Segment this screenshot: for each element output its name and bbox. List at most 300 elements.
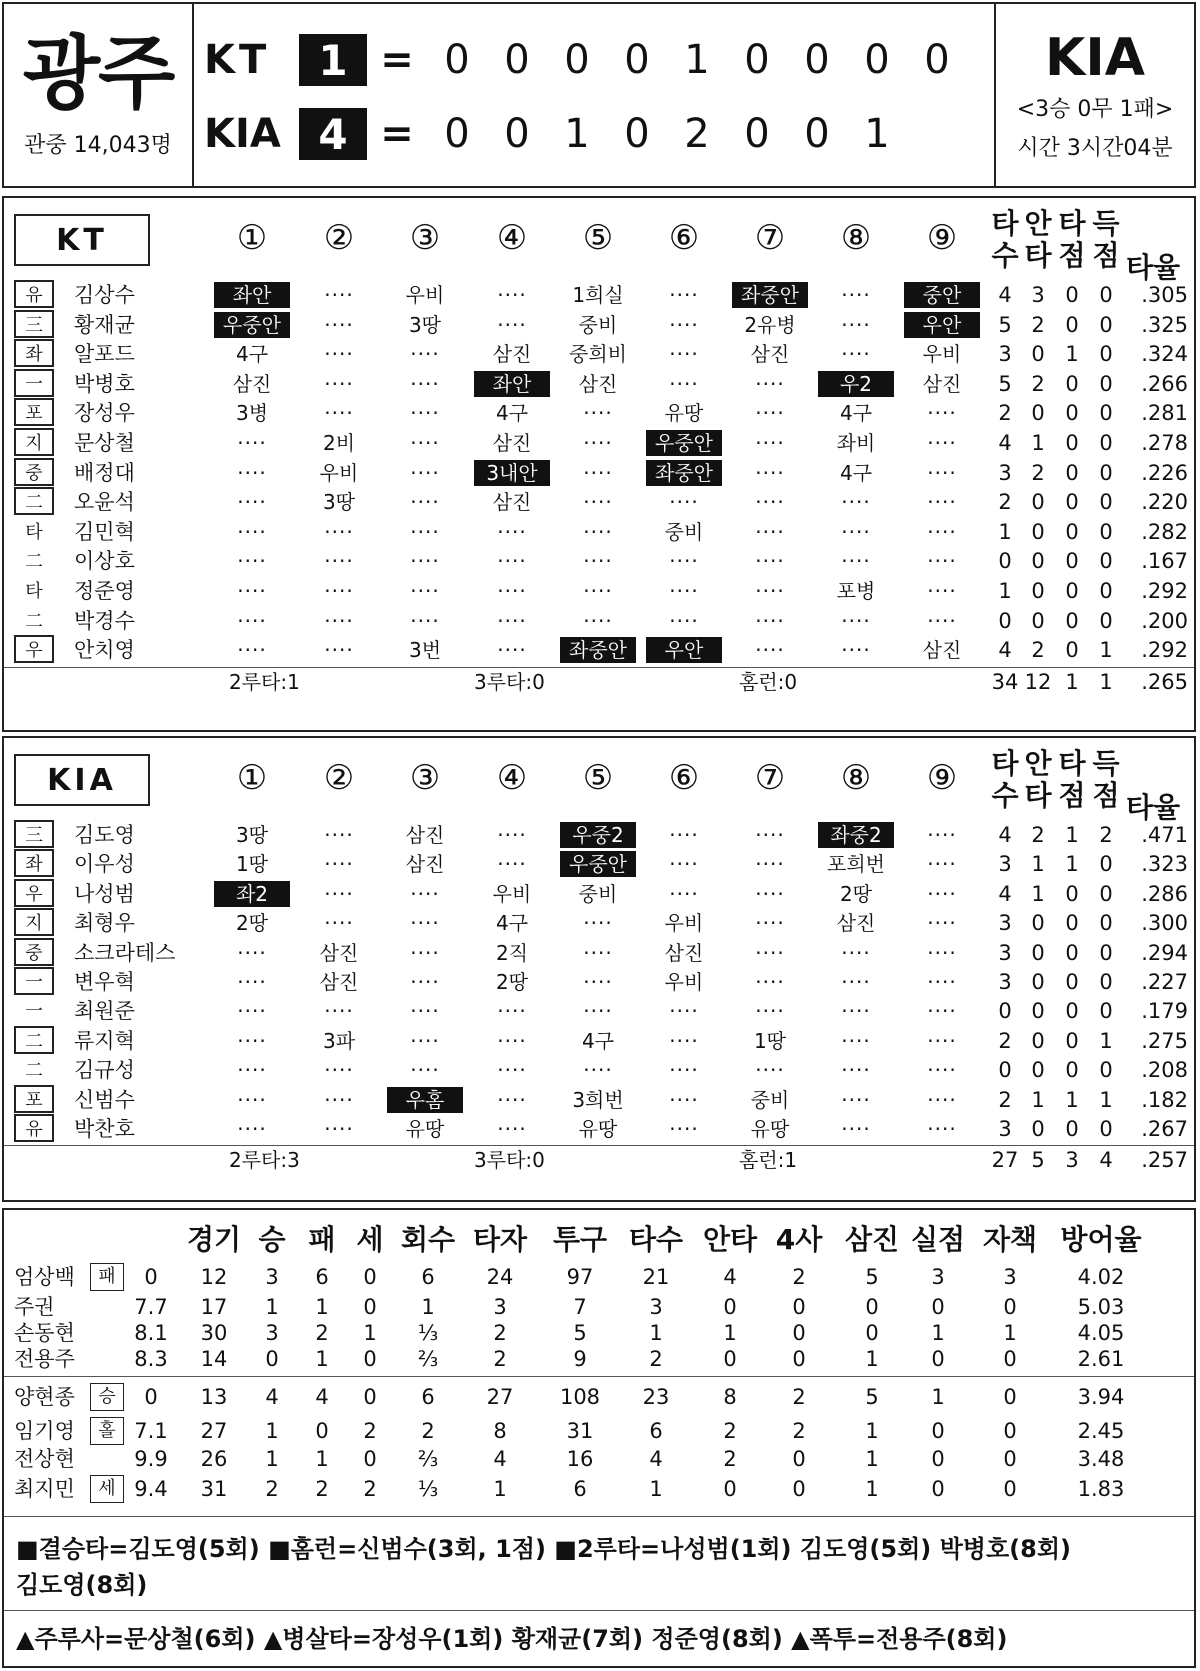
pitching-header: 세	[356, 1223, 384, 1256]
plate-result: ····	[841, 490, 871, 515]
stat-header-char: 점	[1058, 239, 1086, 272]
pitching-stat: 1	[865, 1347, 879, 1371]
pitching-stat: 0	[1003, 1419, 1017, 1443]
pitching-stat: 31	[566, 1419, 594, 1443]
stat-h: 0	[1031, 970, 1045, 994]
stat-rbi: 0	[1065, 312, 1079, 337]
plate-result: ····	[755, 940, 785, 965]
player-name: 이상호	[74, 549, 135, 574]
entry-inning: 0	[144, 1385, 158, 1409]
plate-result: ····	[927, 549, 957, 574]
batting-avg: .275	[1141, 1028, 1188, 1053]
pitching-stat: 7	[573, 1295, 587, 1319]
stat-ab: 5	[998, 371, 1012, 396]
stat-rbi: 0	[1065, 881, 1079, 906]
pitching-stat: 0	[792, 1347, 806, 1371]
pitching-stat: 4	[265, 1385, 279, 1409]
pitching-stat: 8	[493, 1419, 507, 1443]
inning-score: 1	[684, 37, 710, 83]
position-tag: 우	[14, 635, 54, 663]
player-name: 박경수	[74, 608, 135, 633]
plate-result: ····	[755, 401, 785, 426]
pitching-stat: 1.83	[1077, 1477, 1125, 1501]
pitching-stat: 6	[649, 1419, 663, 1443]
plate-result: ····	[324, 283, 354, 307]
plate-result: ····	[841, 608, 871, 633]
plate-result: ····	[927, 823, 957, 847]
plate-result: ····	[927, 460, 957, 485]
inning-header: ⑥	[668, 758, 700, 798]
inning-header: ⑤	[582, 758, 614, 798]
plate-result: 중비	[664, 519, 704, 544]
total-avg: .265	[1141, 669, 1188, 694]
stat-ab: 2	[998, 1028, 1012, 1053]
batting-avg: .200	[1141, 608, 1188, 633]
plate-result: ····	[669, 490, 699, 515]
pitching-stat: 1	[363, 1321, 377, 1345]
scoreboard	[2, 2, 1196, 188]
stat-header-char: 점	[1092, 779, 1120, 812]
pitching-stat: 0	[723, 1477, 737, 1501]
pitching-stat: 0	[865, 1295, 879, 1319]
stat-h: 1	[1031, 1087, 1045, 1112]
plate-result: ····	[841, 312, 871, 337]
player-name: 박찬호	[74, 1117, 135, 1141]
plate-result: ····	[755, 881, 785, 906]
total-rbi: 1	[1065, 669, 1079, 694]
home-runs: 4	[299, 108, 367, 160]
position-tag: 타	[25, 581, 43, 602]
pitching-stat: 0	[792, 1321, 806, 1345]
batting-avg: .267	[1141, 1117, 1188, 1141]
stat-ab: 4	[998, 638, 1012, 663]
pitching-stat: 1	[265, 1419, 279, 1443]
stat-rbi: 0	[1065, 283, 1079, 307]
pitching-stat: 5.03	[1077, 1295, 1125, 1319]
pitching-stat: 1	[931, 1321, 945, 1345]
batter-row	[4, 310, 1194, 340]
position-tag: 좌	[14, 339, 54, 367]
stat-h: 0	[1031, 1028, 1045, 1053]
stat-r: 1	[1099, 1028, 1113, 1053]
pitching-stat: 1	[265, 1447, 279, 1471]
pitching-stat: 6	[421, 1265, 435, 1289]
stat-rbi: 0	[1065, 608, 1079, 633]
pitching-stat: 3	[1003, 1265, 1017, 1289]
total-ab: 34	[991, 669, 1019, 694]
plate-result: ····	[927, 519, 957, 544]
pitching-stat: 108	[559, 1385, 601, 1409]
plate-result: ····	[755, 823, 785, 847]
plate-result: ····	[669, 283, 699, 307]
plate-result: 삼진	[232, 371, 272, 396]
pitching-stat: 0	[1003, 1447, 1017, 1471]
plate-result: 4구	[839, 401, 873, 426]
stat-h: 0	[1031, 579, 1045, 603]
batter-row	[4, 369, 1194, 399]
batting-avg: .325	[1141, 312, 1188, 337]
stat-h: 0	[1031, 490, 1045, 515]
batting-box-kt	[2, 196, 1196, 732]
stat-r: 0	[1099, 608, 1113, 633]
pitching-stat: 4	[649, 1447, 663, 1471]
pitching-stat: 2	[493, 1347, 507, 1371]
pitching-stat: 0	[1003, 1385, 1017, 1409]
plate-result: 1희실	[572, 283, 624, 307]
plate-result: ····	[583, 549, 613, 574]
pitching-stat: 3	[265, 1265, 279, 1289]
batting-avg: .300	[1141, 911, 1188, 936]
pitching-header: 삼진	[844, 1223, 900, 1256]
pitcher-name: 전용주	[14, 1347, 75, 1371]
stat-r: 0	[1099, 999, 1113, 1024]
plate-result: ····	[583, 460, 613, 485]
pitching-stat: 14	[200, 1347, 228, 1371]
plate-result: ····	[927, 431, 957, 455]
stat-header-char: 수	[991, 779, 1019, 812]
pitching-stat: 1	[265, 1295, 279, 1319]
plate-result: ····	[324, 881, 354, 906]
pitching-stat: 4	[315, 1385, 329, 1409]
home-team: KIA	[204, 111, 281, 157]
plate-result: ····	[410, 549, 440, 574]
plate-result: ····	[669, 1087, 699, 1112]
inning-header: ④	[496, 218, 528, 258]
stat-h: 0	[1031, 999, 1045, 1024]
plate-result: 삼진	[922, 371, 962, 396]
stat-h: 0	[1031, 1058, 1045, 1083]
player-name: 김도영	[74, 823, 135, 847]
batter-row	[4, 606, 1194, 636]
plate-result: 우비	[922, 342, 962, 367]
plate-result: 3땅	[235, 823, 269, 847]
plate-result: 우비	[492, 881, 532, 906]
plate-result: ····	[410, 401, 440, 426]
stat-ab: 0	[998, 999, 1012, 1024]
plate-result: ····	[497, 519, 527, 544]
plate-result: 삼진	[922, 638, 962, 663]
plate-result: ····	[237, 519, 267, 544]
plate-result: ····	[237, 1117, 267, 1141]
plate-result: ····	[324, 371, 354, 396]
pitching-stat: 16	[566, 1447, 594, 1471]
stat-h: 0	[1031, 1117, 1045, 1141]
plate-result: ····	[324, 579, 354, 603]
plate-result: 3땅	[322, 490, 356, 515]
inning-header: ⑧	[840, 758, 872, 798]
inning-score: 0	[444, 111, 470, 157]
plate-result: 삼진	[578, 371, 618, 396]
plate-result: ····	[410, 940, 440, 965]
stat-r: 0	[1099, 312, 1113, 337]
pitching-stat: 0	[931, 1347, 945, 1371]
plate-result: ····	[410, 342, 440, 367]
player-name: 신범수	[74, 1087, 135, 1112]
stat-rbi: 1	[1065, 823, 1079, 847]
entry-inning: 9.9	[134, 1447, 168, 1471]
batter-row	[4, 280, 1194, 310]
plate-result: 4구	[581, 1028, 615, 1053]
game-time: 시간 3시간04분	[1017, 136, 1173, 161]
position-tag: 二	[14, 1026, 54, 1054]
plate-result: ····	[841, 1028, 871, 1053]
inning-header: ⑨	[926, 218, 958, 258]
pitching-stat: 2	[649, 1347, 663, 1371]
plate-result: ····	[669, 1028, 699, 1053]
decision-badge: 세	[90, 1475, 124, 1503]
pitcher-name: 최지민	[14, 1477, 75, 1501]
plate-result: 4구	[495, 911, 529, 936]
position-tag: 좌	[14, 849, 54, 877]
inning-score: 1	[864, 111, 890, 157]
pitching-stat: 1	[421, 1295, 435, 1319]
inning-score: 0	[624, 111, 650, 157]
player-name: 최원준	[74, 999, 135, 1024]
inning-score: 0	[804, 37, 830, 83]
inning-header: ①	[236, 218, 268, 258]
position-tag: 三	[14, 310, 54, 338]
hit-result: 좌중안	[646, 460, 722, 486]
stat-ab: 3	[998, 1117, 1012, 1141]
team-label: KIA	[14, 754, 150, 806]
plate-result: ····	[237, 970, 267, 994]
stat-ab: 1	[998, 519, 1012, 544]
entry-inning: 8.1	[134, 1321, 168, 1345]
game-notes-line3: ▲주루사=문상철(6회) ▲병살타=장성우(1회) 황재균(7회) 정준영(8회) ▲폭투=전용주(8회)	[16, 1625, 1008, 1653]
inning-score: 0	[744, 111, 770, 157]
plate-result: ····	[669, 1117, 699, 1141]
position-tag: 포	[14, 398, 54, 426]
decision-badge: 승	[90, 1383, 124, 1411]
batting-avg: .294	[1141, 940, 1188, 965]
pitching-stat: 8	[723, 1385, 737, 1409]
pitching-stat: 1	[315, 1295, 329, 1319]
plate-result: ····	[237, 460, 267, 485]
plate-result: ····	[237, 1028, 267, 1053]
total-r: 1	[1099, 669, 1113, 694]
stat-h: 0	[1031, 342, 1045, 367]
hit-result: 우중2	[560, 822, 636, 848]
batter-row	[4, 546, 1194, 576]
position-tag: 一	[14, 369, 54, 397]
position-tag: 타	[25, 521, 43, 543]
plate-result: ····	[755, 999, 785, 1024]
away-runs: 1	[299, 34, 367, 86]
plate-result: 우비	[405, 283, 445, 307]
stat-r: 1	[1099, 638, 1113, 663]
inning-score: 2	[684, 111, 710, 157]
stat-header-char: 타	[1058, 747, 1086, 780]
pitching-stat: ⅔	[417, 1447, 439, 1471]
stat-ab: 3	[998, 911, 1012, 936]
batting-avg: .167	[1141, 549, 1188, 574]
pitching-stat: 0	[1003, 1347, 1017, 1371]
position-tag: 유	[14, 1114, 54, 1142]
plate-result: ····	[755, 1058, 785, 1083]
stat-rbi: 0	[1065, 431, 1079, 455]
linescore-away	[204, 30, 967, 90]
stat-ab: 4	[998, 283, 1012, 307]
inning-score: 0	[744, 37, 770, 83]
plate-result: 3번	[408, 638, 442, 663]
batter-row	[4, 458, 1194, 488]
homers-count: 홈런:0	[739, 669, 798, 694]
inning-score: 0	[924, 37, 950, 83]
stat-r: 0	[1099, 852, 1113, 877]
pitching-stat: 0	[265, 1347, 279, 1371]
plate-result: ····	[324, 852, 354, 877]
stat-rbi: 1	[1065, 852, 1079, 877]
batter-row	[4, 938, 1194, 968]
hit-result: 중안	[904, 282, 980, 308]
batting-avg: .324	[1141, 342, 1188, 367]
pitching-stat: 0	[315, 1419, 329, 1443]
pitching-stat: 5	[865, 1385, 879, 1409]
pitching-stat: 0	[931, 1419, 945, 1443]
hit-result: 좌중2	[818, 822, 894, 848]
batting-avg: .278	[1141, 431, 1188, 455]
inning-header: ②	[323, 218, 355, 258]
hit-result: 좌중안	[732, 282, 808, 308]
plate-result: ····	[583, 519, 613, 544]
plate-result: ····	[755, 371, 785, 396]
plate-result: ····	[410, 579, 440, 603]
position-tag: 三	[14, 820, 54, 848]
plate-result: ····	[410, 371, 440, 396]
hit-result: 우중안	[214, 312, 290, 338]
entry-inning: 7.7	[134, 1295, 168, 1319]
stat-header-char: 점	[1092, 239, 1120, 272]
pitching-stat: 5	[865, 1265, 879, 1289]
stat-h: 0	[1031, 519, 1045, 544]
pitching-stat: 3	[649, 1295, 663, 1319]
plate-result: 2땅	[235, 911, 269, 936]
plate-result: ····	[927, 940, 957, 965]
plate-result: ····	[755, 911, 785, 936]
position-tag: 二	[25, 551, 43, 573]
plate-result: ····	[755, 608, 785, 633]
result-panel	[994, 4, 1194, 186]
stat-h: 3	[1031, 283, 1045, 307]
plate-result: ····	[324, 1058, 354, 1083]
position-tag: 지	[14, 428, 54, 456]
plate-result: 우비	[319, 460, 359, 485]
plate-result: 4구	[495, 401, 529, 426]
inning-score: 1	[564, 111, 590, 157]
pitching-stat: 4.02	[1077, 1265, 1125, 1289]
pitching-stat: 23	[642, 1385, 670, 1409]
plate-result: ····	[324, 1087, 354, 1112]
stat-rbi: 0	[1065, 970, 1079, 994]
plate-result: 4구	[235, 342, 269, 367]
plate-result: ····	[841, 940, 871, 965]
total-rbi: 3	[1065, 1148, 1079, 1173]
pitching-stat: 2.45	[1077, 1419, 1125, 1443]
player-name: 이우성	[74, 852, 135, 877]
plate-result: ····	[410, 1058, 440, 1083]
batter-row	[4, 428, 1194, 458]
pitching-stat: 4	[493, 1447, 507, 1471]
hit-result: 우2	[818, 371, 894, 397]
stat-ab: 4	[998, 431, 1012, 455]
entry-inning: 0	[144, 1265, 158, 1289]
pitching-stat: 2	[723, 1419, 737, 1443]
stat-h: 0	[1031, 911, 1045, 936]
plate-result: ····	[755, 460, 785, 485]
plate-result: 1땅	[753, 1028, 787, 1053]
plate-result: ····	[324, 519, 354, 544]
stat-rbi: 0	[1065, 999, 1079, 1024]
stat-r: 0	[1099, 460, 1113, 485]
pitching-stat: 27	[486, 1385, 514, 1409]
doubles-count: 2루타:1	[229, 669, 300, 694]
plate-result: 우비	[664, 970, 704, 994]
plate-result: ····	[497, 1087, 527, 1112]
stat-ab: 0	[998, 549, 1012, 574]
equals-sign: =	[380, 111, 414, 157]
plate-result: 4구	[839, 460, 873, 485]
stat-header-char: 타	[1024, 239, 1052, 272]
batter-row	[4, 879, 1194, 909]
plate-result: ····	[927, 881, 957, 906]
plate-result: ····	[410, 431, 440, 455]
plate-result: ····	[583, 1058, 613, 1083]
batter-row	[4, 1055, 1194, 1085]
pitching-header: 투구	[552, 1223, 608, 1256]
stat-rbi: 0	[1065, 490, 1079, 515]
batting-summary	[4, 667, 1194, 695]
pitching-stat: 26	[200, 1447, 228, 1471]
stat-ab: 2	[998, 1087, 1012, 1112]
pitching-stat: 0	[792, 1477, 806, 1501]
pitching-stat: 24	[486, 1265, 514, 1289]
stat-h: 0	[1031, 401, 1045, 426]
pitcher-row	[4, 1344, 1194, 1374]
batting-avg: .286	[1141, 881, 1188, 906]
plate-result: ····	[927, 911, 957, 936]
plate-result: ····	[669, 549, 699, 574]
player-name: 정준영	[74, 579, 135, 603]
total-h: 5	[1031, 1148, 1045, 1173]
stat-rbi: 0	[1065, 1058, 1079, 1083]
decision-badge: 홀	[90, 1417, 124, 1445]
plate-result: 2땅	[495, 970, 529, 994]
equals-sign: =	[380, 37, 414, 83]
stat-r: 0	[1099, 401, 1113, 426]
pitching-stat: 2	[493, 1321, 507, 1345]
player-name: 문상철	[74, 431, 135, 455]
pitching-stat: 3	[493, 1295, 507, 1319]
pitching-stat: 2	[265, 1477, 279, 1501]
plate-result: ····	[927, 1058, 957, 1083]
plate-result: ····	[410, 999, 440, 1024]
plate-result: ····	[755, 431, 785, 455]
pitching-stat: 17	[200, 1295, 228, 1319]
stat-h: 2	[1031, 371, 1045, 396]
stat-ab: 3	[998, 460, 1012, 485]
stat-h: 2	[1031, 312, 1045, 337]
plate-result: ····	[497, 852, 527, 877]
stat-ab: 0	[998, 608, 1012, 633]
batting-avg: .292	[1141, 638, 1188, 663]
plate-result: ····	[927, 999, 957, 1024]
stat-h: 2	[1031, 823, 1045, 847]
pitching-stat: 0	[363, 1447, 377, 1471]
batting-avg: .266	[1141, 371, 1188, 396]
plate-result: ····	[237, 431, 267, 455]
batting-avg: .471	[1141, 823, 1188, 847]
pitching-stat: 6	[315, 1265, 329, 1289]
